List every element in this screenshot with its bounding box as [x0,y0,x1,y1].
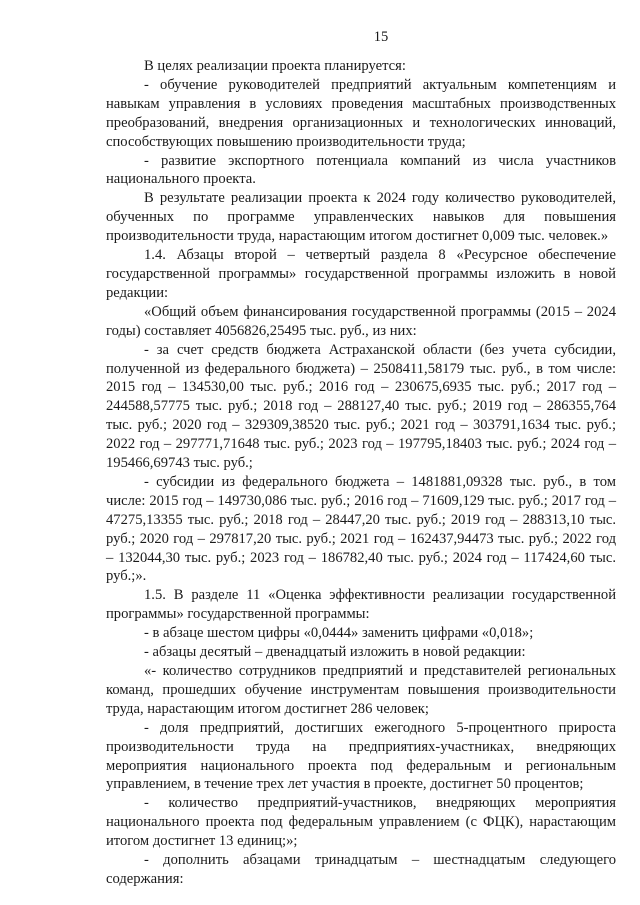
page-number: 15 [373,29,389,45]
paragraph-bullet-training: - обучение руководителей предприятий актуальным компетенциям и навыкам управления в условиях проведения масштабных производственных преобразований, внедрения организационных и технологических инноваций, способствующих повышению производительности труда; [106,76,616,150]
paragraph-regional-budget: - за счет средств бюджета Астраханской области (без учета субсидии, полученной из федерального бюджета) – 2508411,58179 тыс. руб., в том числе: 2015 год – 134530,00 тыс. руб.; 2016 год – 230675,6935 тыс. руб.; 2017 год – 244588,57775 тыс. руб.; 2018 год – 288127,40 тыс. руб.; 2019 год – 286355,764 тыс. руб.; 2020 год – 329309,38520 тыс. руб.; 2021 год – 303791,1634 тыс. руб.; 2022 год – 297771,71648 тыс. руб.; 2023 год – 197795,18403 тыс. руб.; 2024 год – 195466,69743 тыс. руб.; [106,341,616,472]
paragraph-result: В результате реализации проекта к 2024 году количество руководителей, обученных по программе управленческих навыков для повышения производительности труда, нарастающим итогом достигнет 0,009 тыс. человек.» [106,190,616,245]
paragraph-supplement: - дополнить абзацами тринадцатым – шестнадцатым следующего содержания: [106,852,616,887]
paragraph-participants-count: - количество предприятий-участников, внедряющих мероприятия национального проекта под федеральным управлением (с ФЦК), нарастающим итогом достигнет 13 единиц;»; [106,795,616,850]
paragraph-section-1-5: 1.5. В разделе 11 «Оценка эффективности реализации государственной программы» государственной программы: [106,587,616,623]
paragraph-intro: В целях реализации проекта планируется: [144,58,406,74]
paragraph-section-1-4: 1.4. Абзацы второй – четвертый раздела 8 «Ресурсное обеспечение государственной программы» государственной программы изложить в новой редакции: [106,247,616,301]
paragraph-total-financing: «Общий объем финансирования государственной программы (2015 – 2024 годы) составляет 4056826,25495 тыс. руб., из них: [106,303,616,339]
paragraph-share-enterprises: - доля предприятий, достигших ежегодного 5-процентного прироста производительности труда на предприятиях-участниках, внедряющих мероприятия национального проекта под федеральным и региональным управлением, в течение трех лет участия в проекте, достигнет 50 процентов; [106,719,616,793]
paragraph-replace-figures: - в абзаце шестом цифры «0,0444» заменить цифрами «0,018»; [144,625,534,642]
paragraph-employees-trained: «- количество сотрудников предприятий и представителей региональных команд, прошедших обучение инструментам повышения производительности труда, нарастающим итогом достигнет 286 человек; [106,663,616,717]
paragraph-bullet-export: - развитие экспортного потенциала компаний из числа участников национального проекта. [106,152,616,188]
paragraph-federal-subsidies: - субсидии из федерального бюджета – 1481881,09328 тыс. руб., в том числе: 2015 год – 149730,086 тыс. руб.; 2016 год – 71609,129 тыс. руб.; 2017 год – 47275,13355 тыс. руб.; 2018 год – 28447,20 тыс. руб.; 2019 год – 288313,10 тыс. руб.; 2020 год – 297817,20 тыс. руб.; 2021 год – 162437,94473 тыс. руб.; 2022 год – 132044,30 тыс. руб.; 2023 год – 186782,40 тыс. руб.; 2024 год – 117424,60 тыс. руб.;». [106,473,616,585]
paragraph-new-edition: - абзацы десятый – двенадцатый изложить в новой редакции: [144,644,526,661]
